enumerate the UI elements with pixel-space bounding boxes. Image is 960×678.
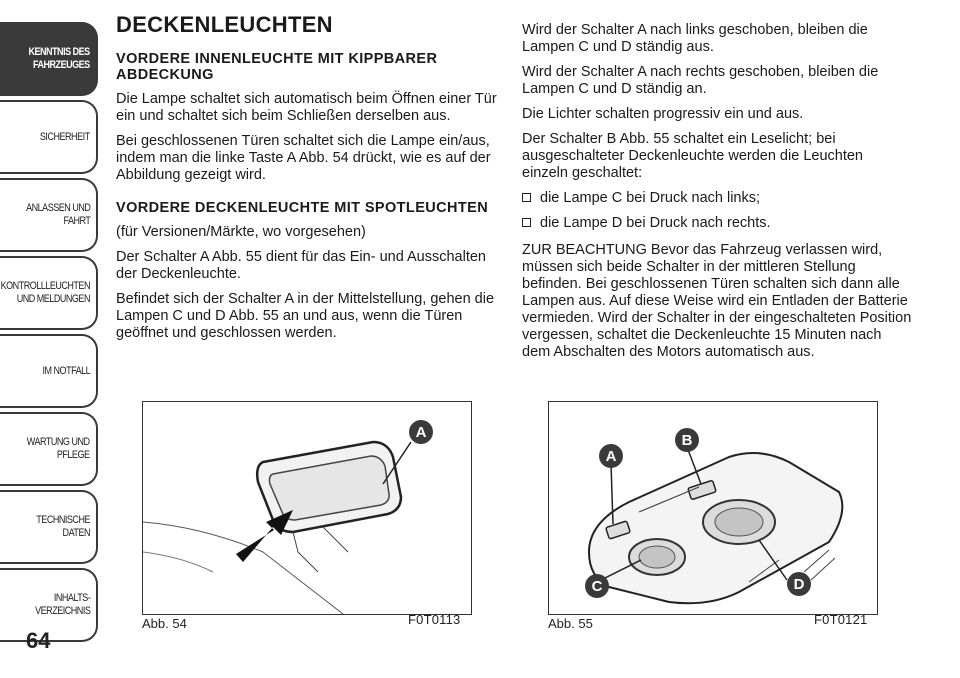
section-subtitle: (für Versionen/Märkte, wo vorgesehen) — [116, 224, 366, 240]
checkbox-bullet-icon — [522, 193, 531, 202]
tab-label: ANLASSEN UND FAHRT — [25, 202, 90, 227]
figure-abb-54 — [142, 401, 472, 615]
list-item — [522, 190, 912, 207]
tab-label: IM NOTFALL — [42, 364, 90, 377]
paragraph: Der Schalter B Abb. 55 schaltet ein Leselicht; bei ausgeschalteter Deckenleuchte werden die Leuchten einzeln geschaltet: — [522, 131, 863, 181]
figure-abb-55 — [548, 401, 878, 615]
list-item-text: die Lampe C bei Druck nach links; — [540, 190, 761, 206]
section-heading: VORDERE DECKENLEUCHTE MIT SPOTLEUCHTEN — [116, 200, 489, 216]
section-heading: VORDERE INNENLEUCHTE MIT KIPPBARER ABDECKUNG — [116, 51, 438, 83]
figure-code: F0T0121 — [814, 612, 868, 627]
callout-d: D — [787, 572, 811, 596]
callout-a: A — [409, 420, 433, 444]
paragraph: Wird der Schalter A nach rechts geschoben, bleiben die Lampen C und D ständig an. — [522, 64, 879, 97]
left-column — [116, 12, 500, 350]
callout-c: C — [585, 574, 609, 598]
note-paragraph: ZUR BEACHTUNG Bevor das Fahrzeug verlassen wird, müssen sich beide Schalter in der mittleren Stellung befinden. Bei geschlossenen Türen schalten sich dann alle Lampen aus. Auf diese Weise wird ein Entladen der Batterie vermieden. Wird der Schalter in der eingeschalteten Position vergessen, schaltet die Deckenleuchte 15 Minuten nach dem Abschalten des Motors automatisch aus. — [522, 242, 912, 360]
paragraph: Der Schalter A Abb. 55 dient für das Ein- und Ausschalten der Deckenleuchte. — [116, 249, 486, 282]
bullet-list — [522, 190, 912, 232]
tab-kontrollleuchten[interactable] — [0, 256, 98, 330]
right-column — [522, 22, 912, 369]
paragraph: Die Lampe schaltet sich automatisch beim Öffnen einer Tür ein und schaltet sich beim Schließen derselben aus. — [116, 91, 497, 124]
paragraph: Die Lichter schalten progressiv ein und aus. — [522, 106, 804, 122]
tab-label: KONTROLLLEUCHTEN UND MELDUNGEN — [0, 280, 90, 305]
list-item-text: die Lampe D bei Druck nach rechts. — [540, 215, 771, 231]
tab-wartung-und-pflege[interactable] — [0, 412, 98, 486]
figure-code: F0T0113 — [408, 612, 461, 627]
page-title: DECKENLEUCHTEN — [116, 12, 333, 37]
tab-label: WARTUNG UND PFLEGE — [27, 436, 90, 461]
page-number: 64 — [26, 628, 51, 653]
tab-label: SICHERHEIT — [40, 130, 90, 143]
tab-kenntnis-des-fahrzeuges[interactable] — [0, 22, 98, 96]
figure-caption: Abb. 55 — [548, 616, 593, 631]
tab-label: INHALTS- VERZEICHNIS — [34, 592, 90, 617]
tab-sicherheit[interactable] — [0, 100, 98, 174]
callout-b: B — [675, 428, 699, 452]
list-item — [522, 215, 912, 232]
paragraph: Wird der Schalter A nach links geschoben, bleiben die Lampen C und D ständig aus. — [522, 22, 868, 55]
tab-anlassen-und-fahrt[interactable] — [0, 178, 98, 252]
tab-technische-daten[interactable] — [0, 490, 98, 564]
tab-label: TECHNISCHE DATEN — [36, 514, 90, 539]
callout-a: A — [599, 444, 623, 468]
checkbox-bullet-icon — [522, 218, 531, 227]
paragraph: Bei geschlossenen Türen schaltet sich die Lampe ein/aus, indem man die linke Taste A Abb. 54 drückt, wie es auf der Abbildung gezeigt wird. — [116, 133, 491, 183]
tab-im-notfall[interactable] — [0, 334, 98, 408]
figure-caption: Abb. 54 — [142, 616, 187, 631]
tab-label: KENNTNIS DES FAHRZEUGES — [28, 46, 90, 71]
paragraph: Befindet sich der Schalter A in der Mittelstellung, gehen die Lampen C und D Abb. 55 an und aus, wenn die Türen geöffnet und geschlossen werden. — [116, 291, 495, 341]
